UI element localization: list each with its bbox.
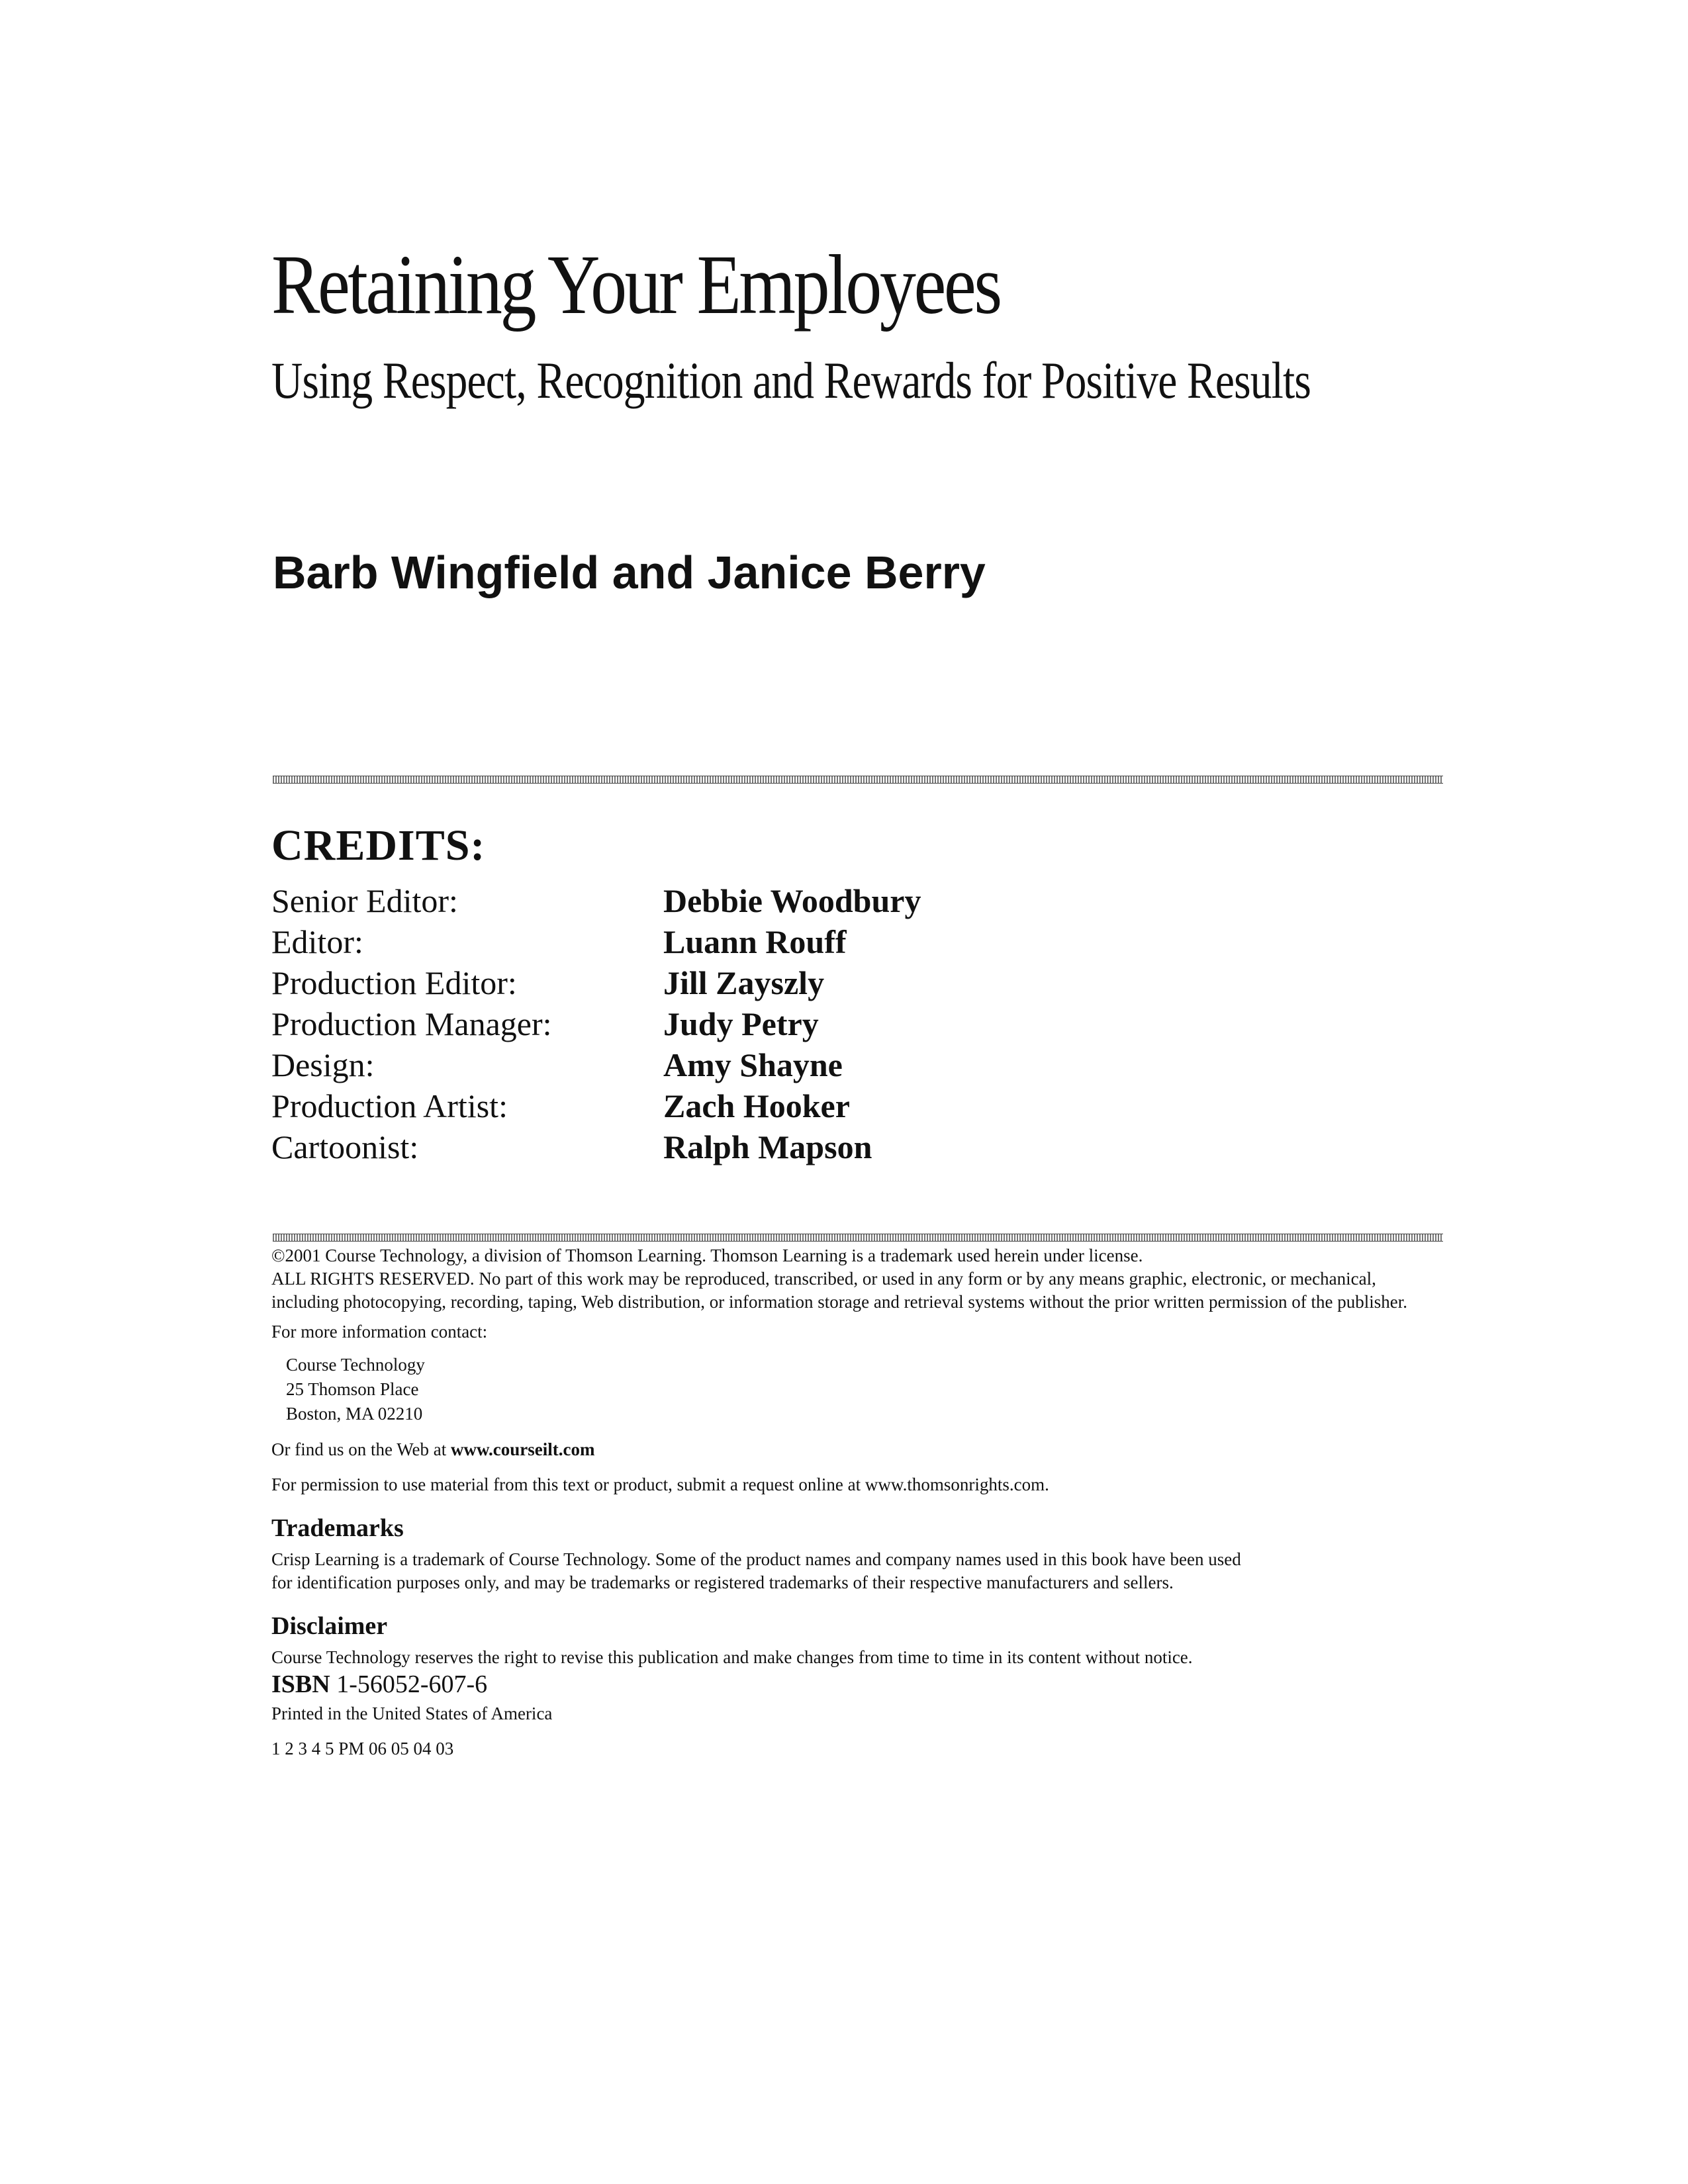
isbn-value: 1-56052-607-6	[330, 1670, 488, 1698]
publisher-address	[286, 1353, 1446, 1426]
disclaimer-heading: Disclaimer	[271, 1612, 388, 1640]
printed-notice: Printed in the United States of America	[271, 1704, 553, 1723]
address-line: Course Technology	[286, 1355, 425, 1375]
credit-role: Senior Editor:	[271, 882, 458, 919]
divider-top	[273, 776, 1443, 784]
trademarks-heading: Trademarks	[271, 1514, 404, 1542]
credit-row	[271, 880, 1000, 921]
legal-block	[271, 1244, 1446, 1760]
web-line	[271, 1438, 1446, 1461]
credit-role: Production Editor:	[271, 964, 517, 1001]
credit-row	[271, 921, 1000, 962]
address-line: Boston, MA 02210	[286, 1404, 423, 1424]
credit-row	[271, 1044, 1000, 1085]
credit-name: Amy Shayne	[663, 1046, 843, 1083]
credit-role: Production Manager:	[271, 1005, 552, 1042]
credit-name: Debbie Woodbury	[663, 882, 921, 919]
divider-bottom	[273, 1234, 1443, 1242]
credit-role: Production Artist:	[271, 1087, 508, 1124]
credit-name: Judy Petry	[663, 1005, 819, 1042]
contact-intro: For more information contact:	[271, 1322, 488, 1342]
credit-role: Design:	[271, 1046, 375, 1083]
credits-list	[271, 880, 1000, 1167]
credit-row	[271, 1003, 1000, 1044]
credit-role: Editor:	[271, 923, 363, 960]
permission-notice: For permission to use material from this text or product, submit a request online at www.thomsonrights.com.	[271, 1475, 1049, 1494]
credit-row	[271, 962, 1000, 1003]
credit-row	[271, 1126, 1000, 1167]
isbn-line	[271, 1669, 1446, 1700]
web-url-link[interactable]: www.courseilt.com	[451, 1439, 595, 1459]
trademarks-line: Crisp Learning is a trademark of Course Technology. Some of the product names and company names used in this book have been used	[271, 1549, 1241, 1569]
credit-name: Ralph Mapson	[663, 1128, 872, 1165]
credit-name: Luann Rouff	[663, 923, 847, 960]
isbn-label: ISBN	[271, 1670, 330, 1698]
credits-heading: CREDITS:	[271, 821, 486, 870]
disclaimer-text: Course Technology reserves the right to revise this publication and make changes from time to time in its content without notice.	[271, 1647, 1193, 1667]
copyright-notice: ©2001 Course Technology, a division of Thomson Learning. Thomson Learning is a trademark used herein under license.	[271, 1246, 1143, 1265]
credit-row	[271, 1085, 1000, 1126]
rights-notice: ALL RIGHTS RESERVED. No part of this work may be reproduced, transcribed, or used in any form or by any means graphic, electronic, or mechanical, including photocopying, recording, taping, Web distribution, or information storage and retrieval systems without the prior written permission of the publisher.	[271, 1269, 1408, 1312]
address-line: 25 Thomson Place	[286, 1379, 419, 1399]
book-authors: Barb Wingfield and Janice Berry	[273, 547, 986, 598]
book-title: Retaining Your Employees	[271, 238, 1000, 332]
print-line: 1 2 3 4 5 PM 06 05 04 03	[271, 1739, 454, 1758]
credit-name: Zach Hooker	[663, 1087, 850, 1124]
web-prefix: Or find us on the Web at	[271, 1439, 451, 1459]
credit-name: Jill Zayszly	[663, 964, 825, 1001]
credit-role: Cartoonist:	[271, 1128, 419, 1165]
book-subtitle: Using Respect, Recognition and Rewards for Positive Results	[271, 351, 1311, 409]
trademarks-line: for identification purposes only, and may be trademarks or registered trademarks of their respective manufacturers and sellers.	[271, 1572, 1174, 1592]
